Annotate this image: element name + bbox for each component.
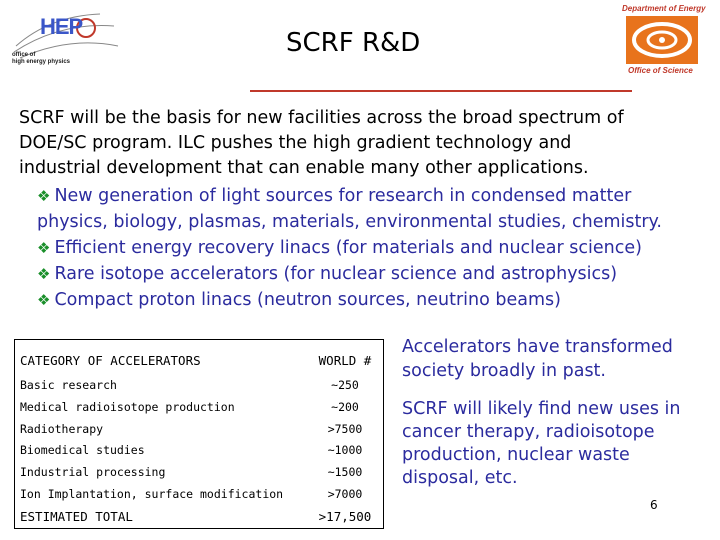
table-header-value: WORLD # (318, 353, 372, 368)
title-divider (250, 90, 632, 92)
page-number: 6 (650, 498, 658, 512)
table-total-label: ESTIMATED TOTAL (20, 509, 133, 524)
intro-line: SCRF will be the basis for new facilities across the broad spectrum of (19, 108, 624, 128)
accelerator-table (14, 339, 384, 529)
bullet-text: Efficient energy recovery linacs (for materials and nuclear science) (54, 238, 642, 258)
bullet-text: Compact proton linacs (neutron sources, neutrino beams) (54, 290, 561, 310)
table-cell-category: Biomedical studies (20, 443, 145, 457)
table-cell-category: Ion Implantation, surface modification (20, 487, 284, 501)
diamond-bullet-icon: ❖ (37, 239, 51, 257)
doe-department-label: Department of Energy (622, 4, 706, 13)
table-total-value: >17,500 (318, 509, 372, 524)
bullet-text: New generation of light sources for research in condensed matter (54, 186, 632, 206)
table-cell-value: >7500 (327, 422, 363, 436)
intro-line: DOE/SC program. ILC pushes the high gradient technology and (19, 133, 572, 153)
diamond-bullet-icon: ❖ (37, 187, 51, 205)
table-cell-value: ~200 (331, 400, 359, 414)
diamond-bullet-icon: ❖ (37, 291, 51, 309)
doe-emblem-icon (626, 16, 698, 64)
bullet-item (37, 235, 713, 261)
intro-line: industrial development that can enable many other applications. (19, 158, 589, 178)
bullet-item (37, 183, 713, 209)
intro-paragraph (19, 106, 709, 181)
table-cell-category: Basic research (20, 378, 117, 392)
bullet-item (37, 287, 713, 313)
bullet-text: Rare isotope accelerators (for nuclear science and astrophysics) (54, 264, 618, 284)
table-header-category: CATEGORY OF ACCELERATORS (20, 353, 201, 368)
table-cell-value: ~1500 (327, 465, 363, 479)
diamond-bullet-icon: ❖ (37, 265, 51, 283)
bullet-list (37, 183, 713, 313)
doe-office-label: Office of Science (628, 66, 693, 75)
side-note-transformed: Accelerators have transformed society broadly in past. (402, 337, 673, 381)
hep-logo (10, 6, 122, 68)
table-cell-value: ~1000 (327, 443, 363, 457)
side-note-scrf-uses: SCRF will likely find new uses in cancer therapy, radioisotope production, nuclear waste disposal, etc. (402, 399, 681, 488)
bullet-item (37, 261, 713, 287)
table-cell-value: >7000 (327, 487, 363, 501)
page-title: SCRF R&D (286, 28, 421, 58)
doe-logo (614, 4, 718, 76)
table-cell-category: Radiotherapy (20, 422, 104, 436)
table-cell-value: ~250 (331, 378, 359, 392)
table-cell-category: Industrial processing (20, 465, 166, 479)
hep-logo-mark: HEP (40, 14, 83, 39)
hep-logo-line1: office of (12, 52, 36, 58)
bullet-item-continuation: physics, biology, plasmas, materials, environmental studies, chemistry. (37, 212, 662, 232)
table-cell-category: Medical radioisotope production (20, 400, 235, 414)
hep-logo-line2: high energy physics (12, 59, 71, 65)
